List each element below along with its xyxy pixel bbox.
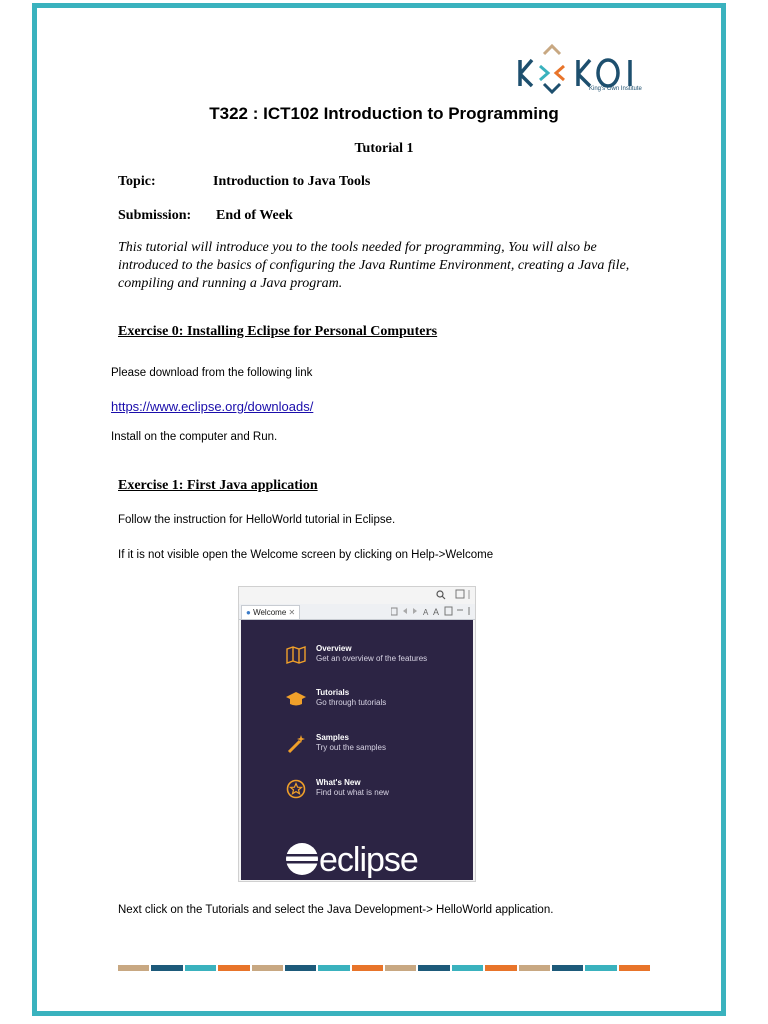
magic-wand-icon bbox=[285, 733, 307, 755]
graduation-cap-icon bbox=[285, 688, 307, 710]
intro-paragraph: This tutorial will introduce you to the tools needed for programming, You will also be introduced to the basics of configuring the Java Runtime Environment, creating a Java file, compiling and running a Java program. bbox=[118, 240, 630, 291]
footer-stripe-segment bbox=[151, 965, 182, 971]
star-icon bbox=[285, 778, 307, 800]
logo-tagline: King's Own Institute bbox=[589, 86, 642, 92]
svg-text:A: A bbox=[433, 607, 440, 617]
welcome-tab-icon: ● bbox=[246, 608, 251, 617]
footer-stripe-segment bbox=[285, 965, 316, 971]
footer-stripe-segment bbox=[185, 965, 216, 971]
koi-logo bbox=[516, 40, 656, 100]
welcome-item-desc: Get an overview of the features bbox=[316, 654, 428, 663]
welcome-hint: If it is not visible open the Welcome screen by clicking on Help->Welcome bbox=[118, 549, 494, 561]
footer-stripe-segment bbox=[552, 965, 583, 971]
welcome-item-desc: Try out the samples bbox=[316, 743, 386, 752]
topic-value: Introduction to Java Tools bbox=[213, 174, 371, 189]
welcome-panel bbox=[241, 620, 473, 880]
document-title: T322 : ICT102 Introduction to Programming bbox=[209, 104, 559, 123]
footer-stripe-segment bbox=[352, 965, 383, 971]
view-toolbar-icons bbox=[391, 606, 475, 617]
download-instruction: Please download from the following link bbox=[111, 367, 313, 379]
eclipse-logo-icon bbox=[285, 842, 319, 876]
eclipse-welcome-screenshot bbox=[238, 586, 476, 882]
tutorial-number: Tutorial 1 bbox=[354, 141, 414, 156]
install-instruction: Install on the computer and Run. bbox=[111, 431, 278, 443]
eclipse-download-link[interactable]: https://www.eclipse.org/downloads/ bbox=[111, 399, 314, 414]
footer-stripe-segment bbox=[418, 965, 449, 971]
footer-stripe-segment bbox=[252, 965, 283, 971]
welcome-item-title: Overview bbox=[316, 644, 352, 653]
exercise-1-heading: Exercise 1: First Java application bbox=[118, 478, 318, 493]
welcome-item-title: Samples bbox=[316, 733, 349, 742]
welcome-item-desc: Go through tutorials bbox=[316, 698, 387, 707]
welcome-item-title: What's New bbox=[316, 778, 361, 787]
footer-stripe-segment bbox=[619, 965, 650, 971]
footer-stripe-segment bbox=[585, 965, 616, 971]
eclipse-toolbar bbox=[239, 587, 475, 603]
footer-stripe-segment bbox=[218, 965, 249, 971]
footer-stripe-segment bbox=[519, 965, 550, 971]
helloworld-instruction: Follow the instruction for HelloWorld tutorial in Eclipse. bbox=[118, 514, 396, 526]
footer-color-stripe bbox=[118, 965, 650, 971]
welcome-tab-label: Welcome bbox=[253, 608, 287, 617]
close-icon[interactable]: ✕ bbox=[288, 608, 296, 617]
submission-label: Submission: bbox=[118, 208, 192, 223]
footer-stripe-segment bbox=[318, 965, 349, 971]
map-icon bbox=[285, 644, 307, 666]
welcome-item-title: Tutorials bbox=[316, 688, 350, 697]
footer-stripe-segment bbox=[118, 965, 149, 971]
welcome-tab[interactable] bbox=[241, 605, 300, 619]
topic-label: Topic: bbox=[118, 174, 156, 189]
footer-stripe-segment bbox=[385, 965, 416, 971]
welcome-item-desc: Find out what is new bbox=[316, 788, 389, 797]
exercise-0-heading: Exercise 0: Installing Eclipse for Personal Computers bbox=[118, 324, 438, 339]
eclipse-tab-bar bbox=[239, 604, 475, 620]
next-step-instruction: Next click on the Tutorials and select the Java Development-> HelloWorld application. bbox=[118, 904, 554, 916]
footer-stripe-segment bbox=[452, 965, 483, 971]
eclipse-brand-text: eclipse bbox=[319, 841, 418, 879]
svg-text:A: A bbox=[423, 608, 429, 617]
toolbar-icons bbox=[239, 587, 475, 603]
submission-value: End of Week bbox=[216, 208, 293, 223]
footer-stripe-segment bbox=[485, 965, 516, 971]
